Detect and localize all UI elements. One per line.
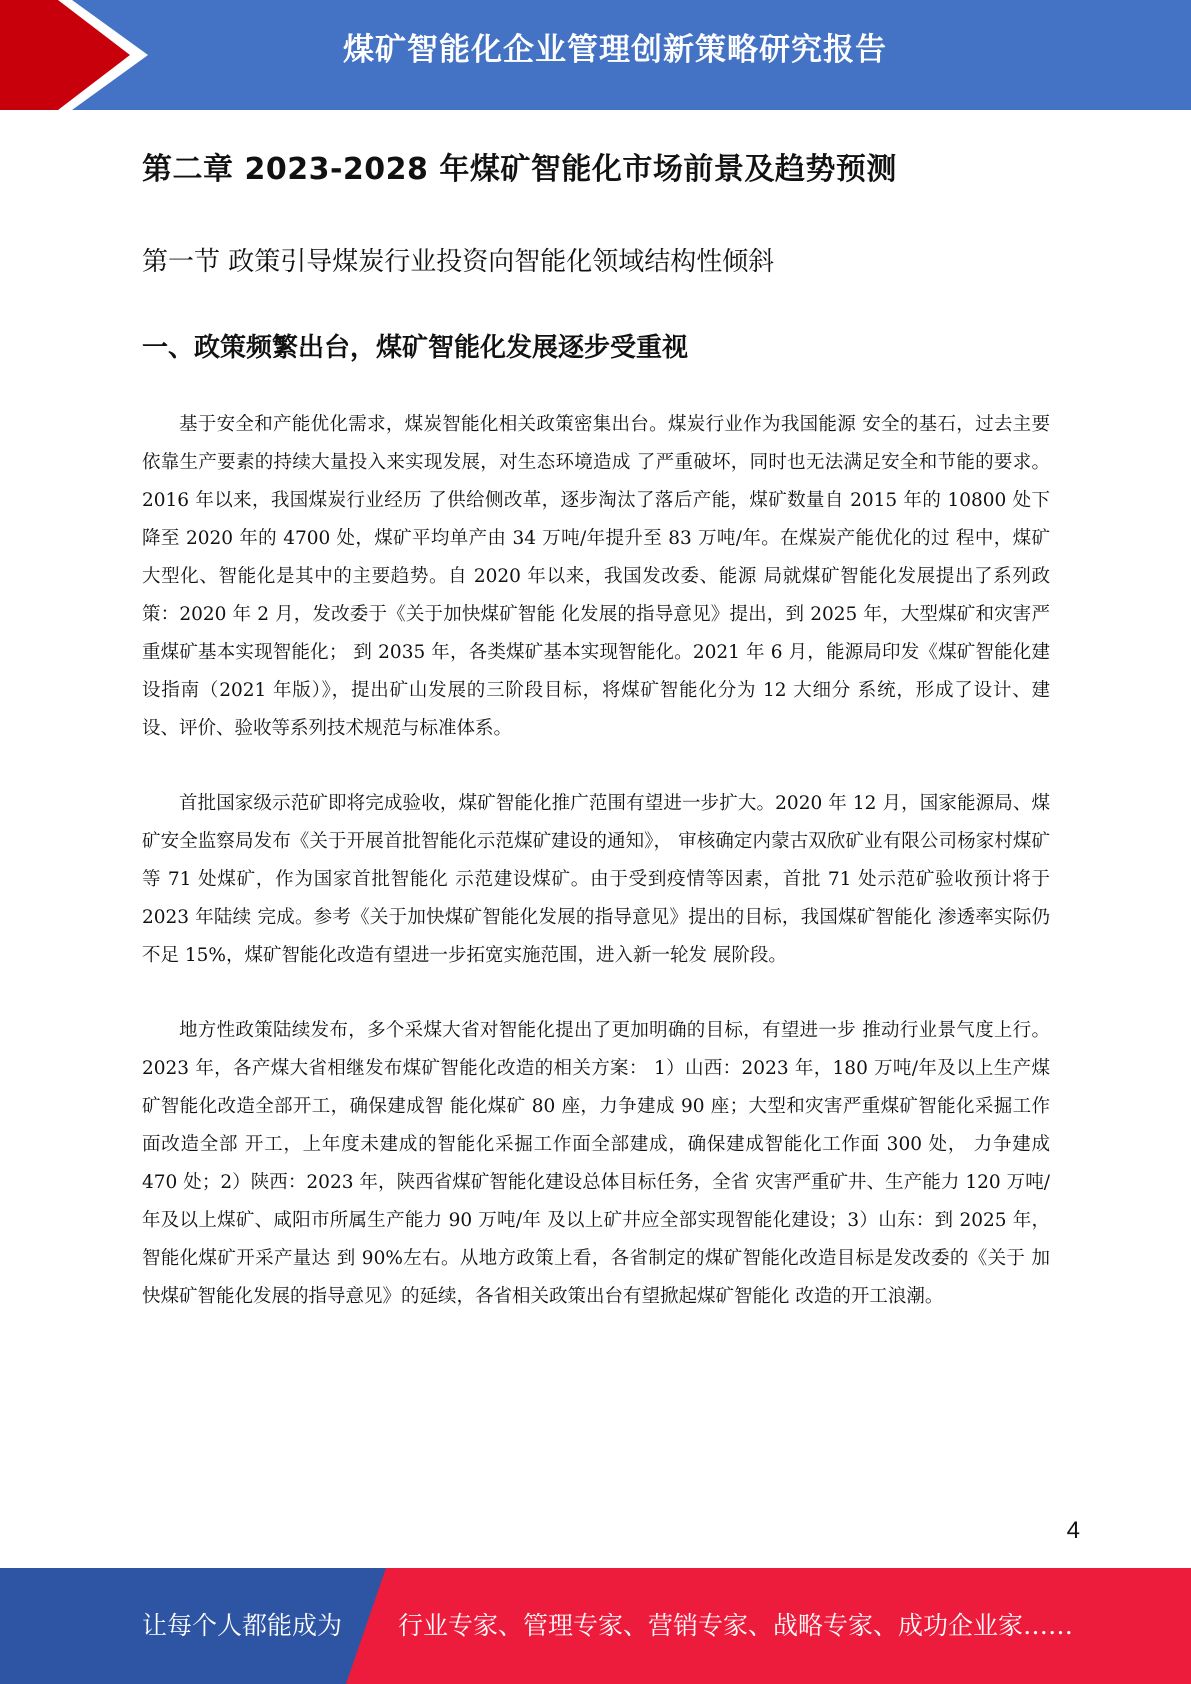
footer-slogan-left: 让每个人都能成为 — [142, 1611, 343, 1640]
page-number: 4 — [1066, 1517, 1080, 1544]
chapter-title: 第二章 2023-2028 年煤矿智能化市场前景及趋势预测 — [142, 152, 897, 187]
paragraph: 首批国家级示范矿即将完成验收，煤矿智能化推广范围有望进一步扩大。2020 年 12 月，国家能源局、煤矿安全监察局发布《关于开展首批智能化示范煤矿建设的通知》， 审核确定内蒙古双欣矿业有限公司杨家村煤矿等 71 处煤矿，作为国家首批智能化 示范建设煤矿。由于受到疫情等因素，首批 71 处示范矿验收预计将于 2023 年陆续 完成。参考《关于加快煤矿智能化发展的指导意见》提出的目标，我国煤矿智能化 渗透率实际仍不足 15%，煤矿智能化改造有望进一步拓宽实施范围，进入新一轮发 展阶段。 — [142, 793, 1050, 966]
paragraph: 地方性政策陆续发布，多个采煤大省对智能化提出了更加明确的目标，有望进一步 推动行业景气度上行。2023 年，各产煤大省相继发布煤矿智能化改造的相关方案： 1）山西：2023 年，180 万吨/年及以上生产煤矿智能化改造全部开工，确保建成智 能化煤矿 80 座，力争建成 90 座；大型和灾害严重煤矿智能化采掘工作面改造全部 开工，上年度未建成的智能化采掘工作面全部建成，确保建成智能化工作面 300 处， 力争建成 470 处；2）陕西：2023 年，陕西省煤矿智能化建设总体目标任务，全省 灾害严重矿井、生产能力 120 万吨/年及以上煤矿、咸阳市所属生产能力 90 万吨/年 及以上矿井应全部实现智能化建设；3）山东：到 2025 年，智能化煤矿开采产量达 到 90%左右。从地方政策上看，各省制定的煤矿智能化改造目标是发改委的《关于 加快煤矿智能化发展的指导意见》的延续，各省相关政策出台有望掀起煤矿智能化 改造的开工浪潮。 — [142, 1020, 1050, 1307]
section-title: 第一节 政策引导煤炭行业投资向智能化领域结构性倾斜 — [142, 247, 775, 277]
subsection-title: 一、政策频繁出台，煤矿智能化发展逐步受重视 — [142, 333, 689, 363]
footer-banner — [0, 1568, 1191, 1684]
paragraph: 基于安全和产能优化需求，煤炭智能化相关政策密集出台。煤炭行业作为我国能源 安全的基石，过去主要依靠生产要素的持续大量投入来实现发展，对生态环境造成 了严重破坏，同时也无法满足安全和节能的要求。2016 年以来，我国煤炭行业经历 了供给侧改革，逐步淘汰了落后产能，煤矿数量自 2015 年的 10800 处下降至 2020 年的 4700 处，煤矿平均单产由 34 万吨/年提升至 83 万吨/年。在煤炭产能优化的过 程中，煤矿大型化、智能化是其中的主要趋势。自 2020 年以来，我国发改委、能源 局就煤矿智能化发展提出了系列政策：2020 年 2 月，发改委于《关于加快煤矿智能 化发展的指导意见》提出，到 2025 年，大型煤矿和灾害严重煤矿基本实现智能化； 到 2035 年，各类煤矿基本实现智能化。2021 年 6 月，能源局印发《煤矿智能化建 设指南（2021 年版）》，提出矿山发展的三阶段目标，将煤矿智能化分为 12 大细分 系统，形成了设计、建设、评价、验收等系列技术规范与标准体系。 — [142, 414, 1050, 739]
footer-slogan-right: 行业专家、管理专家、营销专家、战略专家、成功企业家…… — [398, 1611, 1074, 1640]
document-body — [142, 130, 1050, 1316]
header-banner — [0, 0, 1191, 110]
report-title: 煤矿智能化企业管理创新策略研究报告 — [343, 32, 887, 68]
